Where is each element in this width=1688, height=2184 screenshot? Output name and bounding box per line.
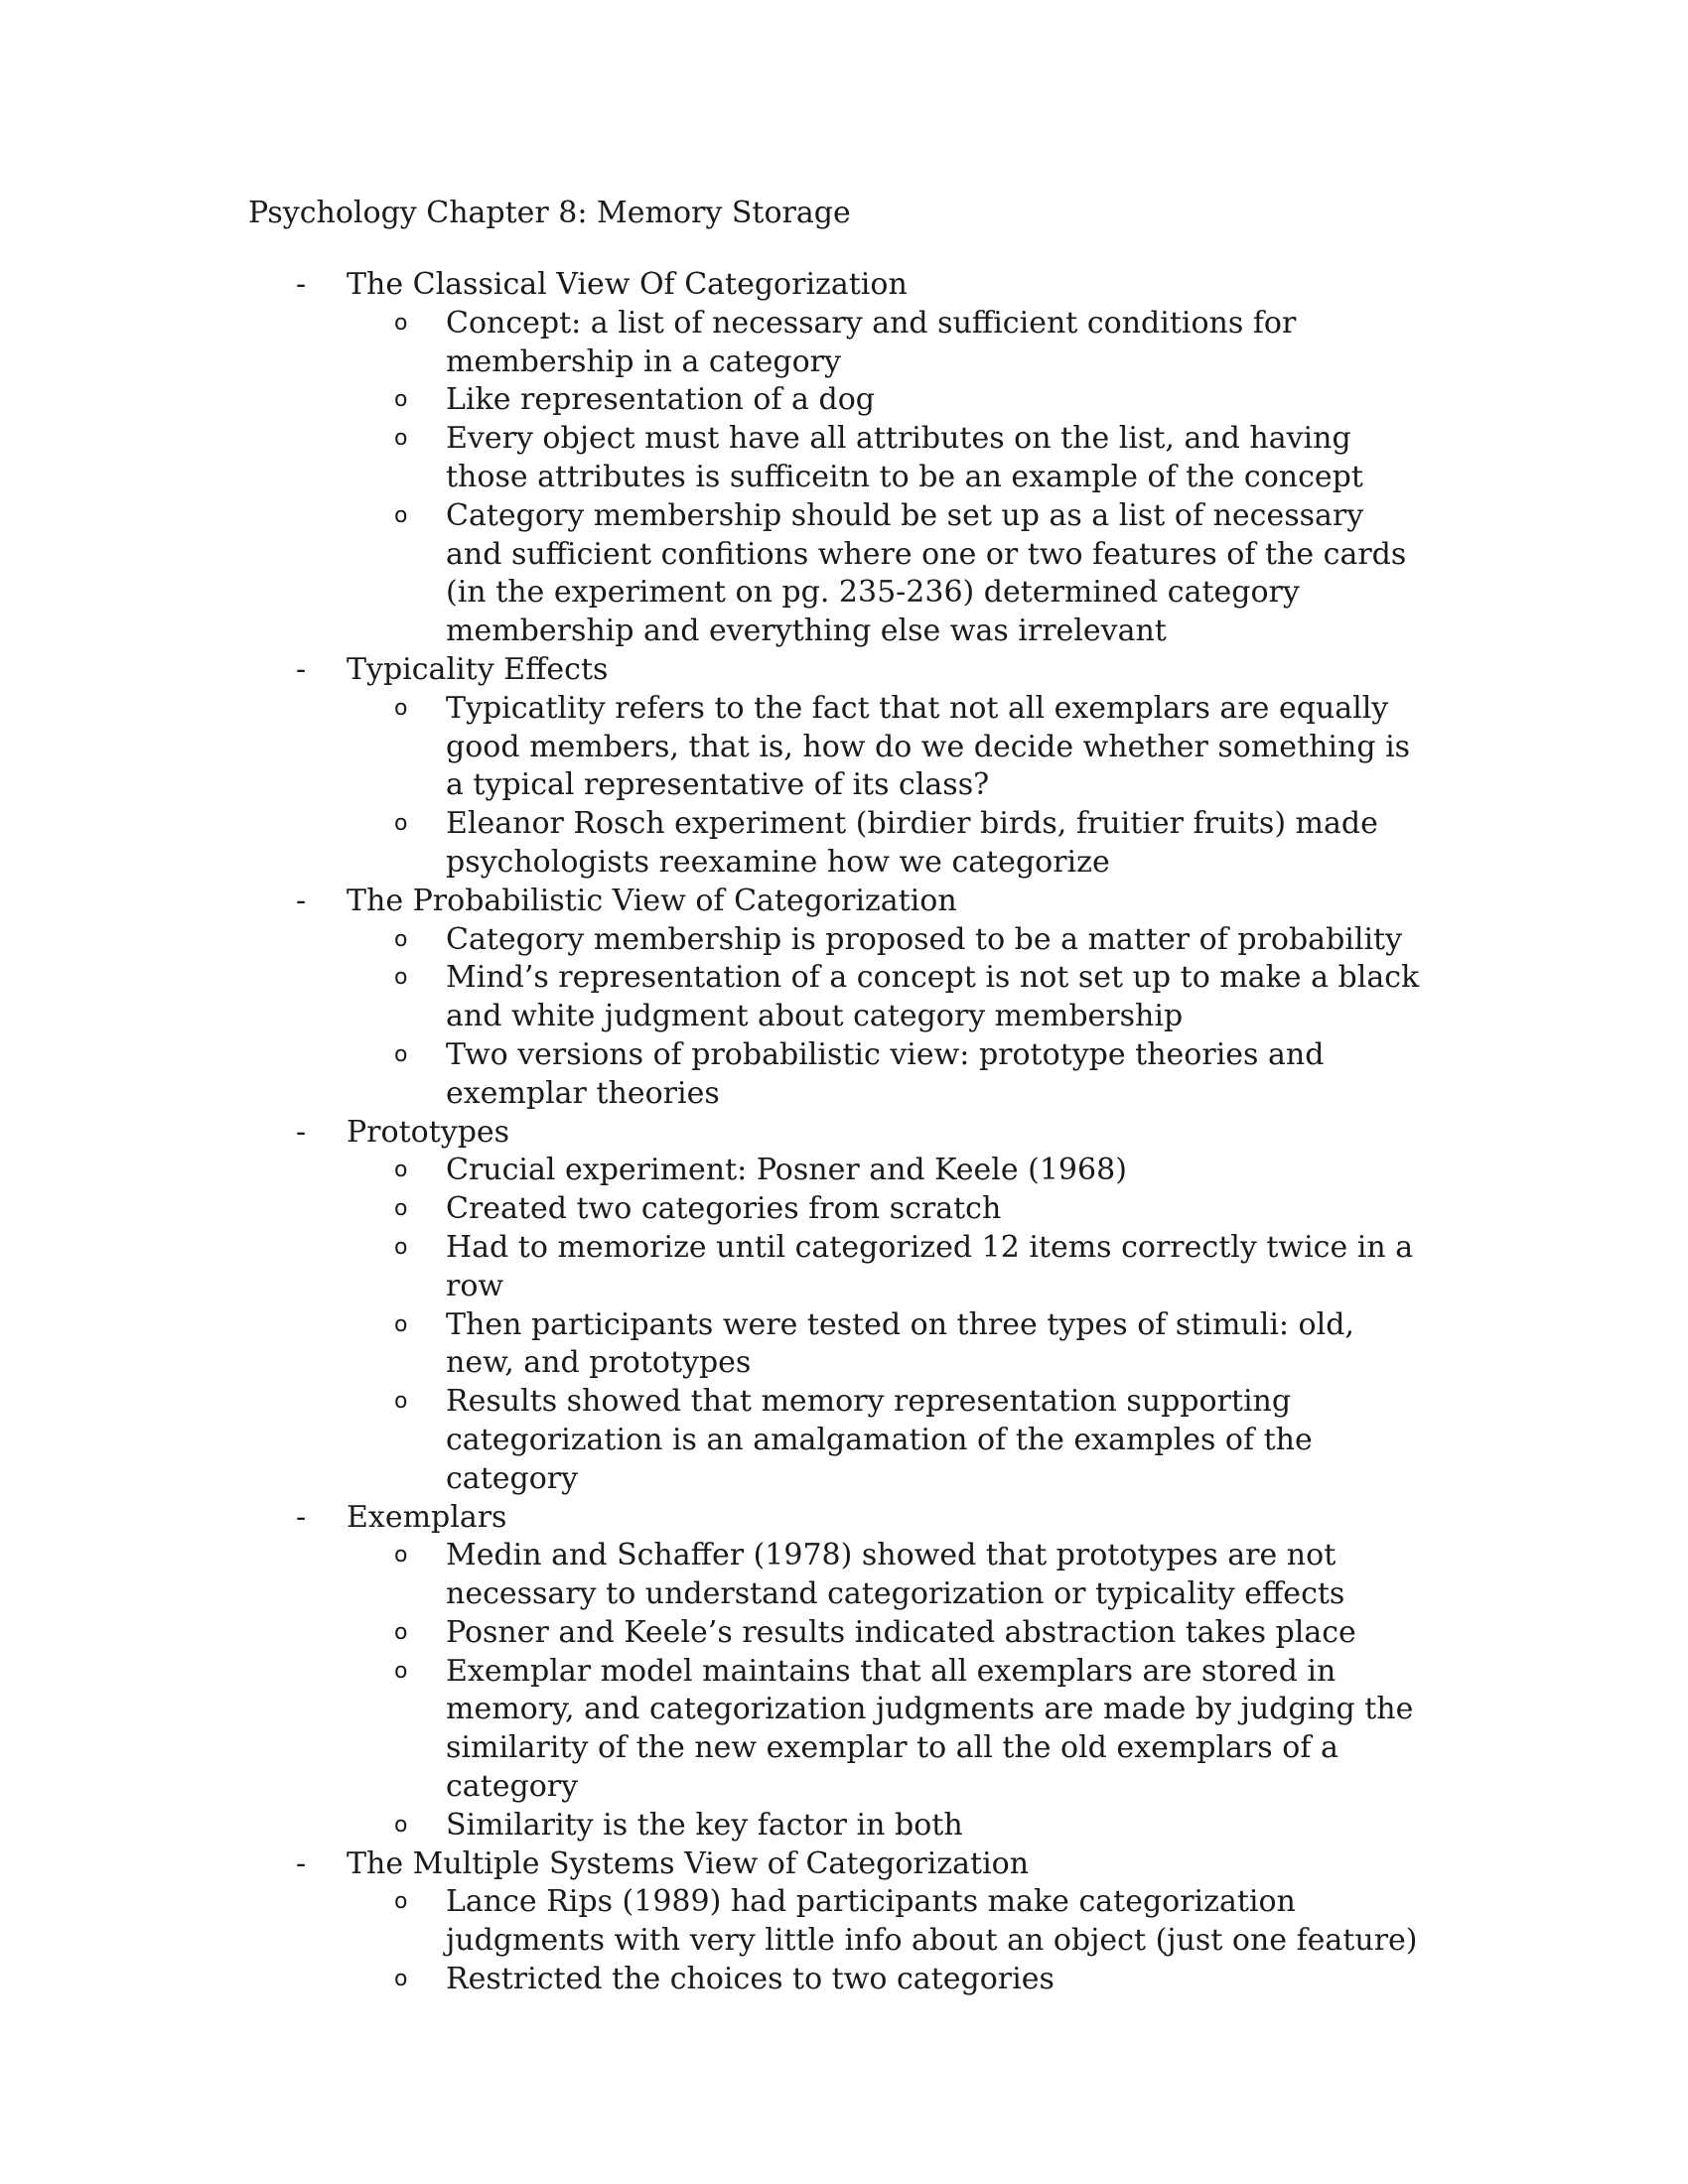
section-heading-text: Exemplars	[347, 1499, 507, 1535]
list-item	[0, 1383, 1424, 1498]
list-item	[0, 1537, 1424, 1614]
dash-bullet-icon: -	[296, 1499, 307, 1535]
list-item-text: Two versions of probabilistic view: prototype theories and exemplar theories	[446, 1036, 1325, 1111]
list-item-text: Then participants were tested on three types of stimuli: old, new, and prototypes	[446, 1306, 1354, 1381]
list-item	[0, 805, 1424, 883]
list-item	[0, 305, 1424, 382]
outline-section	[0, 651, 1688, 883]
list-item-text: Category membership is proposed to be a matter of probability	[446, 921, 1403, 957]
dash-bullet-icon: -	[296, 1114, 307, 1150]
sub-bullet-list	[0, 921, 1688, 1114]
section-heading-text: The Probabilistic View of Categorization	[347, 883, 957, 918]
circle-bullet-icon: o	[394, 1389, 408, 1415]
sub-bullet-list	[0, 690, 1688, 883]
circle-bullet-icon: o	[394, 926, 408, 952]
list-item-text: Posner and Keele’s results indicated abstraction takes place	[446, 1614, 1356, 1650]
list-item	[0, 959, 1424, 1036]
list-item-text: Had to memorize until categorized 12 items correctly twice in a row	[446, 1229, 1414, 1303]
list-item	[0, 1152, 1424, 1190]
section-heading-text: The Multiple Systems View of Categorization	[347, 1845, 1030, 1881]
dash-bullet-icon: -	[296, 267, 307, 302]
section-heading	[0, 1845, 1688, 1884]
list-item-text: Category membership should be set up as a list of necessary and sufficient confitions where one or two features of the cards (in the experiment on pg. 235-236) determined category membership and everything else was irrelevant	[446, 497, 1407, 649]
list-item	[0, 690, 1424, 805]
list-item	[0, 1614, 1424, 1653]
list-item-text: Created two categories from scratch	[446, 1191, 1002, 1227]
sub-bullet-list	[0, 1537, 1688, 1844]
circle-bullet-icon: o	[394, 1234, 408, 1260]
list-item-text: Similarity is the key factor in both	[446, 1807, 963, 1843]
list-item-text: Crucial experiment: Posner and Keele (1968)	[446, 1153, 1127, 1188]
circle-bullet-icon: o	[394, 695, 408, 721]
list-item-text: Like representation of a dog	[446, 382, 875, 418]
outline-section	[0, 883, 1688, 1114]
circle-bullet-icon: o	[394, 1041, 408, 1067]
list-item-text: Mind’s representation of a concept is not set up to make a black and white judgment about category membership	[446, 960, 1420, 1034]
list-item-text: Exemplar model maintains that all exemplars are stored in memory, and categorization judgments are made by judging the similarity of the new exemplar to all the old exemplars of a category	[446, 1653, 1414, 1805]
list-item	[0, 1653, 1424, 1807]
section-heading	[0, 883, 1688, 921]
list-item	[0, 921, 1424, 960]
dash-bullet-icon: -	[296, 651, 307, 687]
list-item	[0, 1190, 1424, 1229]
dash-bullet-icon: -	[296, 883, 307, 918]
circle-bullet-icon: o	[394, 1619, 408, 1645]
circle-bullet-icon: o	[394, 965, 408, 991]
circle-bullet-icon: o	[394, 811, 408, 837]
section-heading	[0, 266, 1688, 305]
list-item-text: Concept: a list of necessary and sufficient conditions for membership in a category	[446, 305, 1297, 379]
list-item-text: Typicatlity refers to the fact that not all exemplars are equally good members, that is, how do we decide whether something is a typical representative of its class?	[446, 690, 1411, 803]
section-heading	[0, 1114, 1688, 1153]
list-item	[0, 1883, 1424, 1961]
dash-bullet-icon: -	[296, 1845, 307, 1881]
list-item-text: Restricted the choices to two categories	[446, 1962, 1055, 1997]
list-item-text: Eleanor Rosch experiment (birdier birds, fruitier fruits) made psychologists reexamine how we categorize	[446, 806, 1378, 880]
section-heading-text: Prototypes	[347, 1114, 510, 1150]
section-heading	[0, 1499, 1688, 1538]
outline-list	[0, 266, 1688, 1999]
list-item	[0, 1036, 1424, 1114]
outline-section	[0, 1845, 1688, 1999]
circle-bullet-icon: o	[394, 1658, 408, 1684]
circle-bullet-icon: o	[394, 1967, 408, 1992]
circle-bullet-icon: o	[394, 387, 408, 413]
section-heading-text: The Classical View Of Categorization	[347, 267, 908, 302]
list-item	[0, 1961, 1424, 1999]
circle-bullet-icon: o	[394, 1812, 408, 1838]
sub-bullet-list	[0, 305, 1688, 651]
circle-bullet-icon: o	[394, 426, 408, 452]
sub-bullet-list	[0, 1152, 1688, 1498]
list-item	[0, 1306, 1424, 1384]
outline-section	[0, 1114, 1688, 1499]
circle-bullet-icon: o	[394, 310, 408, 336]
list-item-text: Results showed that memory representation supporting categorization is an amalgamation of the examples of the category	[446, 1384, 1313, 1496]
outline-section	[0, 266, 1688, 651]
list-item-text: Every object must have all attributes on the list, and having those attributes is sufficeitn to be an example of the concept	[446, 421, 1363, 494]
sub-bullet-list	[0, 1883, 1688, 1998]
page-title: Psychology Chapter 8: Memory Storage	[248, 196, 851, 230]
circle-bullet-icon: o	[394, 1889, 408, 1915]
circle-bullet-icon: o	[394, 502, 408, 528]
outline-section	[0, 1499, 1688, 1845]
list-item	[0, 420, 1424, 497]
circle-bullet-icon: o	[394, 1196, 408, 1222]
circle-bullet-icon: o	[394, 1158, 408, 1183]
list-item	[0, 1807, 1424, 1845]
circle-bullet-icon: o	[394, 1311, 408, 1337]
list-item-text: Lance Rips (1989) had participants make categorization judgments with very little info about an object (just one feature)	[446, 1884, 1418, 1959]
list-item	[0, 497, 1424, 651]
circle-bullet-icon: o	[394, 1543, 408, 1569]
section-heading-text: Typicality Effects	[347, 651, 609, 687]
list-item-text: Medin and Schaffer (1978) showed that prototypes are not necessary to understand categorization or typicality effects	[446, 1538, 1345, 1612]
list-item	[0, 1229, 1424, 1306]
list-item	[0, 381, 1424, 420]
section-heading	[0, 651, 1688, 690]
